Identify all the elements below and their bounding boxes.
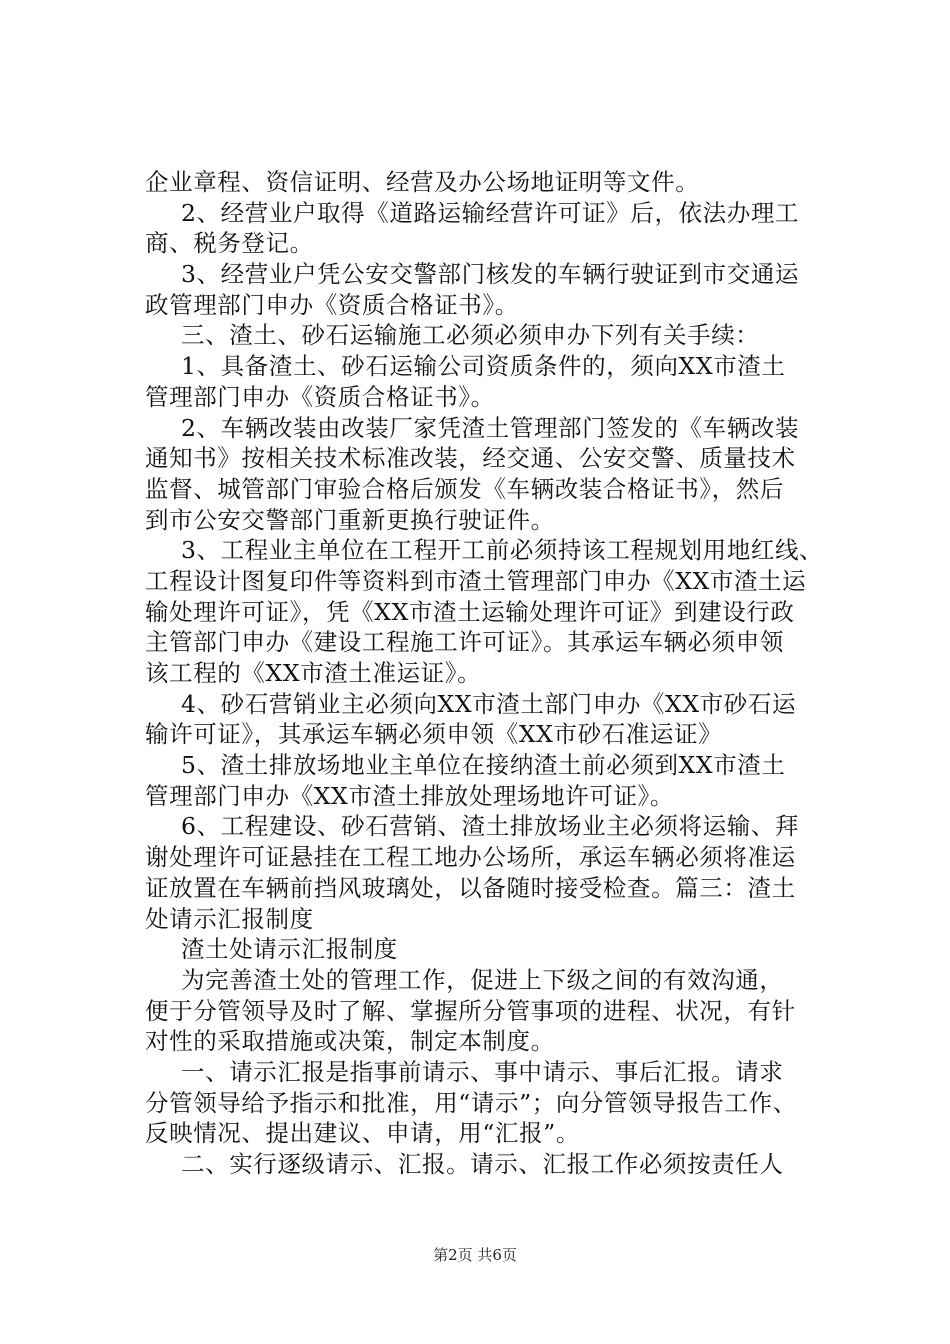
text-line: 政管理部门申办《资质合格证书》。 — [145, 290, 519, 319]
text-line: 反映情况、提出建议、申请，用“汇报”。 — [145, 1119, 580, 1148]
text-line: 二、实行逐级请示、汇报。请示、汇报工作必须按责任人 — [181, 1150, 784, 1178]
text-line: 2、车辆改装由改装厂家凭渣土管理部门签发的《车辆改装 — [181, 413, 800, 442]
text-line: 商、税务登记。 — [145, 229, 314, 258]
text-line: 企业章程、资信证明、经营及办公场地证明等文件。 — [145, 168, 700, 196]
text-line: 通知书》按相关技术标准改装，经交通、公安交警、质量技术 — [145, 444, 796, 473]
text-line: 一、请示汇报是指事前请示、事中请示、事后汇报。请求 — [181, 1057, 784, 1086]
text-line: 2、经营业户取得《道路运输经营许可证》后，依法办理工 — [181, 198, 800, 227]
text-line: 处请示汇报制度 — [145, 904, 314, 933]
text-line: 便于分管领导及时了解、掌握所分管事项的进程、状况，有针 — [145, 996, 796, 1025]
text-line: 管理部门申办《XX市渣土排放处理场地许可证》。 — [145, 781, 675, 810]
text-line: 证放置在车辆前挡风玻璃处，以备随时接受检查。篇三：渣土 — [145, 873, 796, 902]
text-line: 到市公安交警部门重新更换行驶证件。 — [145, 505, 555, 534]
text-line: 该工程的《XX市渣土准运证》。 — [145, 659, 482, 687]
text-line: 1、具备渣土、砂石运输公司资质条件的，须向XX市渣土 — [181, 352, 786, 381]
text-line: 管理部门申办《资质合格证书》。 — [145, 382, 495, 411]
text-line: 分管领导给予指示和批准，用“请示”；向分管领导报告工作、 — [145, 1088, 797, 1117]
text-line: 3、工程业主单位在工程开工前必须持该工程规划用地红线、 — [181, 536, 824, 565]
text-line: 输处理许可证》，凭《XX市渣土运输处理许可证》到建设行政 — [145, 597, 795, 626]
text-line: 渣土处请示汇报制度 — [181, 935, 398, 964]
document-body — [145, 167, 835, 1180]
text-line: 4、砂石营销业主必须向XX市渣土部门申办《XX市砂石运 — [181, 689, 797, 718]
text-line: 5、渣土排放场地业主单位在接纳渣土前必须到XX市渣土 — [181, 751, 786, 780]
text-line: 主管部门申办《建设工程施工许可证》。其承运车辆必须申领 — [145, 628, 784, 657]
text-line: 输许可证》，其承运车辆必须申领《XX市砂石准运证》 — [145, 720, 723, 749]
text-line: 监督、城管部门审验合格后颁发《车辆改装合格证书》，然后 — [145, 474, 784, 503]
text-line: 三、渣土、砂石运输施工必须必须申办下列有关手续： — [181, 321, 760, 350]
page-footer: 第2页 共6页 — [433, 1246, 517, 1264]
text-line: 对性的采取措施或决策，制定本制度。 — [145, 1027, 555, 1056]
text-line: 工程设计图复印件等资料到市渣土管理部门申办《XX市渣土运 — [145, 566, 807, 595]
text-line: 3、经营业户凭公安交警部门核发的车辆行驶证到市交通运 — [181, 260, 800, 289]
text-line: 谢处理许可证悬挂在工程工地办公场所，承运车辆必须将准运 — [145, 843, 796, 872]
text-line: 6、工程建设、砂石营销、渣土排放场业主必须将运输、拜 — [181, 812, 800, 841]
text-line: 为完善渣土处的管理工作，促进上下级之间的有效沟通， — [181, 965, 784, 994]
